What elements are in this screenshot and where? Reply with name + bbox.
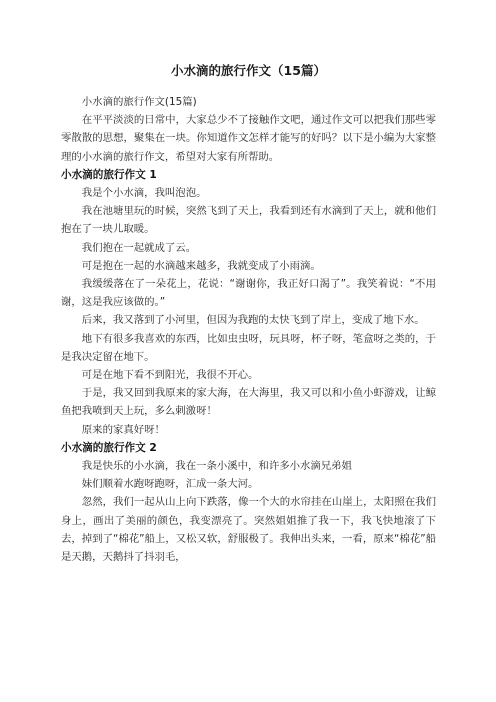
paragraph: 于是，我又回到我原来的家大海，在大海里，我又可以和小鱼小虾游戏，让鲸鱼把我喷到天上玩，多么刺激呀！ — [61, 387, 436, 418]
paragraph: 我是个小水滴，我叫泡泡。 — [81, 187, 207, 200]
page-title: 小水滴的旅行作文（15篇） — [171, 63, 326, 78]
paragraph: 后来，我又落到了小河里，但因为我跑的太快飞到了岸上，变成了地下水。 — [81, 314, 425, 327]
paragraph: 可是在地下看不到阳光，我很不开心。 — [81, 369, 259, 382]
paragraph: 地下有很多我喜欢的东西，比如虫虫呀，玩具呀，杯子呀，笔盒呀之类的，于是我决定留在地下。 — [61, 332, 436, 363]
intro-paragraph: 在平平淡淡的日常中，大家总少不了接触作文吧，通过作文可以把我们那些零零散散的思想，聚集在一块。你知道作文怎样才能写的好吗？以下是小编为大家整理的小水滴的旅行作文，希望对大家有所帮助。 — [61, 114, 436, 163]
document-body — [61, 93, 436, 566]
paragraph: 妹们顺着水跑呀跑呀，汇成一条大河。 — [81, 478, 259, 491]
paragraph: 我在池塘里玩的时候，突然飞到了天上，我看到还有水滴到了天上，就和他们抱在了一块儿取暖。 — [61, 205, 436, 236]
paragraph: 我缓缓落在了一朵花上，花说：“谢谢你，我正好口渴了”。我笑着说：“不用谢，这是我应该做的。” — [61, 278, 436, 309]
paragraph: 我是快乐的小水滴，我在一条小溪中，和许多小水滴兄弟姐 — [81, 460, 352, 473]
paragraph: 原来的家真好呀！ — [81, 423, 165, 436]
paragraph: 可是抱在一起的水滴越来越多，我就变成了小雨滴。 — [81, 259, 321, 272]
section-heading: 小水滴的旅行作文 2 — [61, 441, 157, 454]
section-heading: 小水滴的旅行作文 1 — [61, 168, 157, 181]
subtitle-paragraph: 小水滴的旅行作文(15篇) — [81, 96, 197, 108]
paragraph: 我们抱在一起就成了云。 — [81, 241, 197, 254]
paragraph: 忽然，我们一起从山上向下跌落，像一个大的水帘挂在山崖上，太阳照在我们身上，画出了美丽的颜色，我变漂亮了。突然姐姐推了我一下，我飞快地滚了下去，掉到了“棉花”船上，又松又软，舒服极了。我伸出头来，一看，原来“棉花”船是天鹅，天鹅抖了抖羽毛， — [61, 496, 436, 564]
